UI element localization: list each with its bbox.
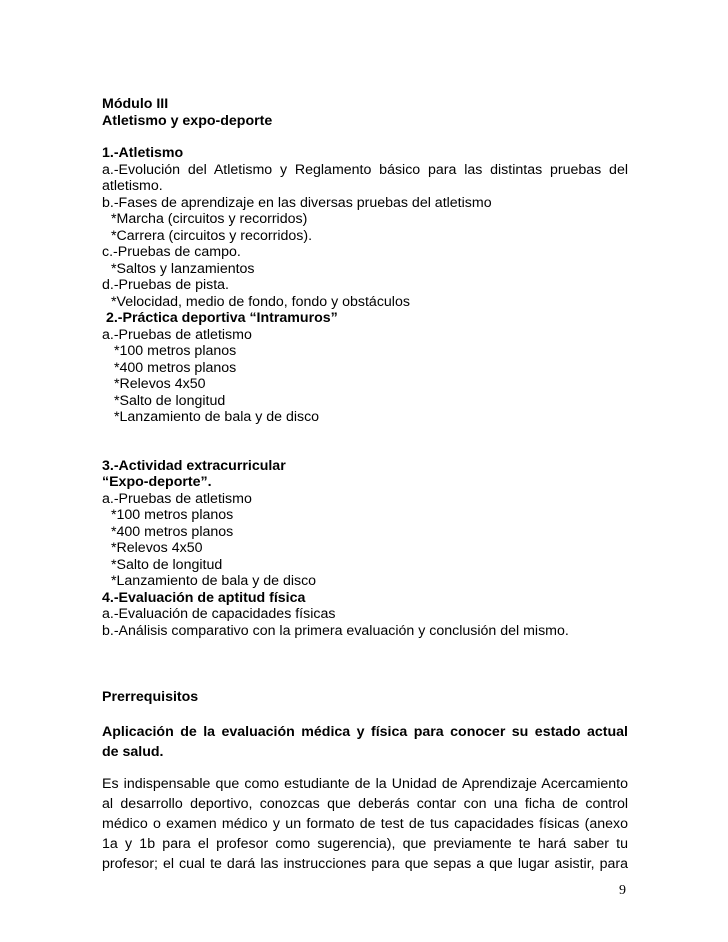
section1-d-item: *Velocidad, medio de fondo, fondo y obstáculos <box>111 293 410 310</box>
section1-heading: 1.-Atletismo <box>102 145 184 161</box>
section2-item: *Relevos 4x50 <box>114 376 206 392</box>
section1-d: d.-Pruebas de pista. <box>102 277 229 293</box>
section4-heading: 4.-Evaluación de aptitud física <box>102 589 306 606</box>
prereq-para-line: médico o examen médico y un formato de test de tus capacidades físicas (anexo <box>102 815 628 832</box>
document-page <box>102 96 628 874</box>
section1-a-line2: atletismo. <box>102 178 163 194</box>
section2-heading: 2.-Práctica deportiva “Intramuros” <box>102 310 338 326</box>
prereq-para-line: profesor; el cual te dará las instrucciones para que sepas a que lugar asistir, para <box>102 855 628 872</box>
section2-item: *100 metros planos <box>114 343 237 359</box>
prereq-bold-statement <box>102 722 628 762</box>
section2-a: a.-Pruebas de atletismo <box>102 326 252 343</box>
module-title: Módulo III <box>102 96 169 112</box>
prereq-paragraph <box>102 774 628 874</box>
section1-c: c.-Pruebas de campo. <box>102 244 241 260</box>
prereq-bold-line: Aplicación de la evaluación médica y física para conocer su estado actual <box>102 723 628 740</box>
module-subtitle: Atletismo y expo-deporte <box>102 112 273 129</box>
prereq-para-line: al desarrollo deportivo, conozcas que deberás contar con una ficha de control <box>102 795 628 812</box>
section1-b-item: *Marcha (circuitos y recorridos) <box>111 211 308 227</box>
section1-a-line1: a.-Evolución del Atletismo y Reglamento básico para las distintas pruebas del <box>102 161 628 178</box>
section1-b-item: *Carrera (circuitos y recorridos). <box>111 227 313 244</box>
section3-heading-line2: “Expo-deporte”. <box>102 474 212 490</box>
section1-c-item: *Saltos y lanzamientos <box>111 260 255 277</box>
prereq-para-line: 1a y 1b para el profesor como sugerencia), que previamente te hará saber tu <box>102 835 628 852</box>
section2-item: *400 metros planos <box>114 359 237 376</box>
section3-item: *100 metros planos <box>111 507 234 523</box>
prereq-heading: Prerrequisitos <box>102 689 199 705</box>
section3-heading: 3.-Actividad extracurricular <box>102 457 286 474</box>
section3-a: a.-Pruebas de atletismo <box>102 490 252 507</box>
section2-item: *Lanzamiento de bala y de disco <box>114 409 320 425</box>
prereq-bold-line: de salud. <box>102 743 164 760</box>
section4-a: a.-Evaluación de capacidades físicas <box>102 606 336 622</box>
section3-item: *Lanzamiento de bala y de disco <box>111 573 317 589</box>
section2-item: *Salto de longitud <box>114 392 226 409</box>
prereq-para-line: Es indispensable que como estudiante de la Unidad de Aprendizaje Acercamiento <box>102 775 628 792</box>
section3-item: *Salto de longitud <box>111 556 223 573</box>
section1-b: b.-Fases de aprendizaje en las diversas pruebas del atletismo <box>102 194 492 211</box>
page-number: 9 <box>619 883 626 898</box>
section3-item: *Relevos 4x50 <box>111 540 203 556</box>
section4-b: b.-Análisis comparativo con la primera evaluación y conclusión del mismo. <box>102 622 569 639</box>
section3-item: *400 metros planos <box>111 523 234 540</box>
